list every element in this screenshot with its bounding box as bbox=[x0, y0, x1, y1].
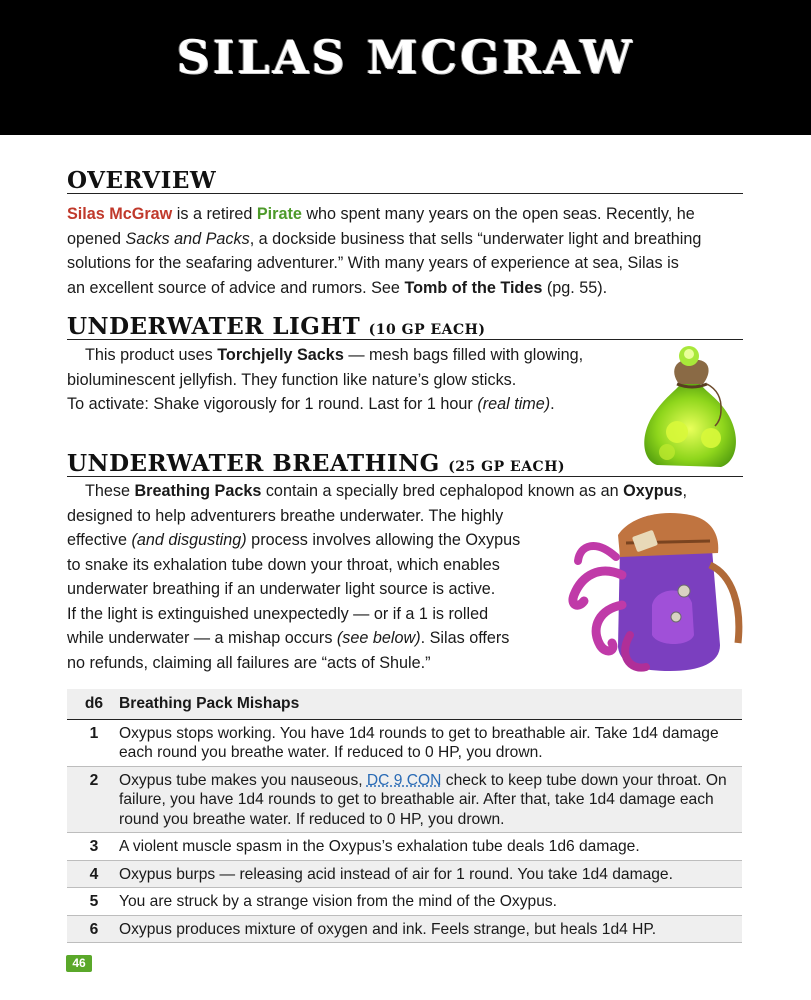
text-run: is a retired bbox=[172, 205, 257, 223]
column-die: d6 bbox=[67, 689, 119, 719]
text-line bbox=[67, 392, 627, 417]
text-run: (pg. 55). bbox=[542, 278, 608, 297]
mishap-description bbox=[119, 888, 742, 916]
npc-name: Silas McGraw bbox=[67, 205, 173, 223]
roll-number: 3 bbox=[89, 838, 99, 855]
text-run: to snake its exhalation tube down your throat, which enables bbox=[67, 555, 500, 574]
text-line bbox=[67, 202, 747, 227]
text-run: effective bbox=[67, 531, 132, 549]
text-run: opened bbox=[67, 229, 126, 248]
table-row bbox=[67, 915, 742, 943]
text-run: A violent muscle spasm in the Oxypus’s exhalation tube deals 1d6 damage. bbox=[119, 838, 640, 855]
text-line bbox=[67, 251, 747, 276]
npc-class: Pirate bbox=[256, 205, 302, 223]
mishap-description bbox=[119, 860, 742, 888]
text-run: (real time) bbox=[477, 395, 551, 413]
text-run: , bbox=[682, 482, 687, 500]
text-run: Oxypus tube makes you nauseous, bbox=[119, 771, 367, 789]
mishap-table-header bbox=[67, 689, 742, 719]
text-run: check to keep tube down your throat. On failure, you have 1d4 rounds to get to breathable air. After that, take 1d4 damage each round you breathe water. If reduced to 0 HP, you drown. bbox=[119, 771, 727, 828]
roll-number: 4 bbox=[67, 860, 119, 888]
text-run: , a dockside business that sells “underwater light and breathing bbox=[249, 229, 702, 248]
text-run: . Silas offers bbox=[420, 629, 510, 647]
light-price: (10 GP EACH) bbox=[368, 322, 486, 338]
text-run: bioluminescent jellyfish. They function like nature’s glow sticks. bbox=[67, 370, 517, 389]
table-row bbox=[67, 719, 742, 766]
text-run: Oxypus stops working. You have 1d4 rounds to get to breathable air. Take 1d4 damage each round you breathe water. If reduced to 0 HP, you drown. bbox=[119, 724, 719, 761]
text-run: To activate: Shake vigorously for 1 round. Last for 1 hour bbox=[67, 395, 478, 413]
text-run: Torchjelly Sacks bbox=[217, 346, 344, 364]
text-run: You are struck by a strange vision from the mind of the Oxypus. bbox=[119, 893, 557, 910]
text-line bbox=[67, 368, 627, 393]
text-run: — mesh bags filled with glowing, bbox=[343, 346, 584, 364]
roll-number: 1 bbox=[89, 724, 99, 742]
text-run: Tomb of the Tides bbox=[404, 278, 543, 297]
table-row bbox=[67, 888, 742, 916]
text-run: process involves allowing the Oxypus bbox=[246, 531, 521, 549]
light-heading bbox=[67, 314, 743, 340]
breathing-price: (25 GP EACH) bbox=[448, 459, 566, 475]
mishap-description bbox=[119, 833, 742, 861]
table-row bbox=[67, 860, 742, 888]
page-number-badge: 46 bbox=[66, 955, 92, 972]
octopus-backpack-icon bbox=[560, 505, 760, 677]
roll-number: 2 bbox=[67, 766, 119, 833]
text-run: These bbox=[67, 482, 135, 500]
roll-number: 6 bbox=[67, 915, 119, 943]
light-heading-text: UNDERWATER LIGHT bbox=[67, 313, 361, 340]
text-run: contain a specially bred cephalopod known as an bbox=[261, 482, 624, 500]
text-run: (and disgusting) bbox=[131, 531, 247, 549]
text-run: Oxypus produces mixture of oxygen and ink. Feels strange, but heals 1d4 HP. bbox=[119, 920, 657, 938]
text-run: solutions for the seafaring adventurer.” With many years of experience at sea, Silas is bbox=[67, 254, 679, 272]
overview-paragraph bbox=[67, 202, 747, 300]
table-row bbox=[67, 833, 742, 861]
table-row bbox=[67, 766, 742, 833]
text-run: designed to help adventurers breathe underwater. The highly bbox=[67, 506, 504, 525]
title-banner bbox=[0, 0, 811, 135]
text-run: Oxypus burps — releasing acid instead of air for 1 round. You take 1d4 damage. bbox=[119, 865, 673, 883]
mishap-description bbox=[119, 766, 742, 833]
roll-number: 5 bbox=[89, 893, 99, 910]
text-line bbox=[67, 276, 747, 301]
text-run: (see below) bbox=[336, 629, 421, 647]
text-run: This product uses bbox=[67, 346, 218, 364]
text-line bbox=[67, 227, 747, 252]
mishap-table bbox=[67, 689, 742, 943]
text-line bbox=[67, 479, 757, 504]
mishap-description bbox=[119, 719, 742, 766]
breathing-heading bbox=[67, 451, 743, 477]
breathing-heading-text: UNDERWATER BREATHING bbox=[67, 450, 440, 477]
text-run: Sacks and Packs bbox=[125, 229, 250, 248]
text-run: while underwater — a mishap occurs bbox=[67, 629, 337, 647]
page-title: SILAS MCGRAW bbox=[176, 30, 635, 84]
text-run: who spent many years on the open seas. Recently, he bbox=[301, 205, 695, 223]
overview-heading bbox=[67, 168, 743, 194]
text-run: . bbox=[550, 395, 555, 413]
mishap-description bbox=[119, 915, 742, 943]
text-run: an excellent source of advice and rumors. See bbox=[67, 278, 405, 297]
text-run: Oxypus bbox=[623, 482, 683, 500]
text-run: Breathing Packs bbox=[134, 482, 262, 500]
check-link[interactable]: DC 9 CON bbox=[366, 771, 442, 789]
text-line bbox=[67, 343, 627, 368]
text-run: underwater breathing if an underwater light source is active. bbox=[67, 580, 496, 598]
text-run: If the light is extinguished unexpectedly — or if a 1 is rolled bbox=[67, 604, 489, 623]
text-run: no refunds, claiming all failures are “acts of Shule.” bbox=[67, 653, 431, 672]
column-title: Breathing Pack Mishaps bbox=[119, 689, 742, 719]
light-paragraph bbox=[67, 343, 627, 417]
overview-heading-text: OVERVIEW bbox=[67, 167, 217, 194]
